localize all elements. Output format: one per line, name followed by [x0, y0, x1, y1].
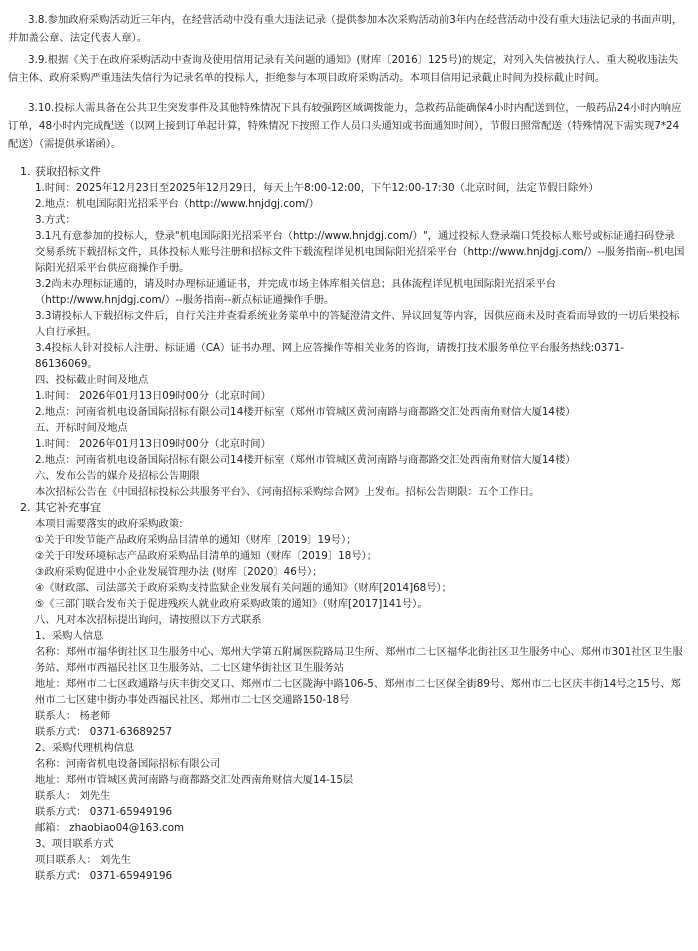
buyer-address: 地址：郑州市二七区政通路与庆丰街交叉口、郑州市二七区陇海中路106-5、郑州市二七区保全街89号、郑州市二七区庆丰街14号之15号、郑州市二七区建中街办事处西福民社区、郑州市二七区交通路150-18号	[35, 678, 681, 706]
obtain-method: 3.方式：	[35, 214, 76, 226]
method-3-2: 3.2尚未办理标证通的，请及时办理标证通证书，并完成市场主体库相关信息；具体流程详见机电国际阳光招采平台（http://www.hnjdgj.com/）--服务指南--新点标证通操作手册。	[35, 278, 556, 306]
policy-item: ⑤《三部门联合发布关于促进残疾人就业政府采购政策的通知》（财库[2017]141号）。	[35, 598, 428, 610]
opening-time: 1.时间： 2026年01月13日09时00分（北京时间）	[35, 438, 271, 450]
deadline-time: 1.时间： 2026年01月13日09时00分（北京时间）	[35, 390, 271, 402]
agent-info-title: 2、采购代理机构信息	[35, 742, 135, 754]
method-3-1: 3.1凡有意参加的投标人，登录"机电国际阳光招采平台（http://www.hnjdgj.com/）"，通过投标人登录端口凭投标人账号或标证通扫码登录交易系统下载招标文件，具体投标人账号注册和招标文件下载流程详见机电国际阳光招采平台（http://www.hnjdgj.com/）--服务指南--机电国际阳光招采平台供应商操作手册。	[35, 230, 685, 274]
section-2-title: 其它补充事宜	[35, 501, 101, 514]
method-3-4: 3.4投标人针对投标人注册、标证通（CA）证书办理、网上应答操作等相关业务的咨询，请拨打技术服务单位平台服务热线:0371-86136069。	[35, 342, 625, 370]
method-3-3: 3.3请投标人下载招标文件后，自行关注并查看系统业务菜单中的答疑澄清文件、异议回复等内容，因供应商未及时查看而导致的一切后果投标人自行承担。	[35, 310, 680, 338]
policy-item: ③政府采购促进中小企业发展管理办法 (财库〔2020〕46号）；	[35, 566, 323, 578]
deadline-place: 2.地点：河南省机电设备国际招标有限公司14楼开标室（郑州市管城区黄河南路与商都路交汇处西南角财信大厦14楼）	[35, 406, 576, 418]
opening-title: 五、开标时间及地点	[35, 422, 128, 434]
project-contact-phone: 联系方式： 0371-65949196	[35, 870, 173, 882]
opening-place: 2.地点：河南省机电设备国际招标有限公司14楼开标室（郑州市管城区黄河南路与商都路交汇处西南角财信大厦14楼）	[35, 454, 576, 466]
contact-section-title: 八、凡对本次招标提出询问，请按照以下方式联系	[35, 614, 262, 626]
policy-intro: 本项目需要落实的政府采购政策:	[35, 518, 183, 530]
section-1-title: 获取招标文件	[35, 165, 101, 178]
paragraph-3-9: 3.9.根据《关于在政府采购活动中查询及使用信用记录有关问题的通知》(财库〔2016〕125号)的规定，对列入失信被执行人、重大税收违法失信主体、政府采购严重违法失信行为记录名单的投标人，拒绝参与本项目政府采购活动。本项目信用记录截止时间为投标截止时间。	[8, 54, 679, 84]
publication-title: 六、发布公告的媒介及招标公告期限	[35, 470, 200, 482]
section-1-number: 1.	[20, 165, 31, 178]
section-2-number: 2.	[20, 501, 31, 514]
buyer-contact: 联系人： 杨老师	[35, 710, 111, 722]
buyer-name: 名称：郑州市福华街社区卫生服务中心、郑州大学第五附属医院路局卫生所、郑州市二七区福华北街社区卫生服务中心、郑州市301社区卫生服务站、郑州市西福民社区卫生服务站、二七区建华街社区卫生服务站	[35, 646, 683, 674]
project-contact-title: 3、项目联系方式	[35, 838, 114, 850]
paragraph-3-8: 3.8.参加政府采购活动近三年内，在经营活动中没有重大违法记录（提供参加本次采购活动前3年内在经营活动中没有重大违法记录的书面声明，并加盖公章、法定代表人章）。	[8, 14, 683, 44]
deadline-title: 四、投标截止时间及地点	[35, 374, 149, 386]
publication-text: 本次招标公告在《中国招标投标公共服务平台》、《河南招标采购综合网》上发布。招标公告期限：五个工作日。	[35, 486, 540, 498]
agent-contact: 联系人： 刘先生	[35, 790, 111, 802]
project-contact-person: 项目联系人： 刘先生	[35, 854, 131, 866]
obtain-place: 2.地点：机电国际阳光招采平台（http://www.hnjdgj.com/）	[35, 198, 319, 210]
policy-item: ②关于印发环境标志产品政府采购品目清单的通知（财库〔2019〕18号）；	[35, 550, 377, 562]
paragraph-3-10: 3.10.投标人需具备在公共卫生突发事件及其他特殊情况下具有较强跨区域调拨能力，急救药品能确保4小时内配送到位，一般药品24小时内响应订单，48小时内完成配送（以网上接到订单起计算，特殊情况下按照工作人员口头通知或书面通知时间），节假日照常配送（特殊情况下需实现7*24配送）（需提供承诺函）。	[8, 102, 682, 150]
agent-name: 名称：河南省机电设备国际招标有限公司	[35, 758, 221, 770]
agent-email: 邮箱： zhaobiao04@163.com	[35, 822, 185, 834]
policy-item: ①关于印发节能产品政府采购品目清单的通知（财库〔2019〕19号）；	[35, 534, 357, 546]
buyer-phone: 联系方式： 0371-63689257	[35, 726, 173, 738]
policy-item: ④《财政部、司法部关于政府采购支持监狱企业发展有关问题的通知》（财库[2014]68号）；	[35, 582, 452, 594]
agent-address: 地址：郑州市管城区黄河南路与商都路交汇处西南角财信大厦14-15层	[35, 774, 354, 786]
buyer-info-title: 1、采购人信息	[35, 630, 104, 642]
agent-phone: 联系方式： 0371-65949196	[35, 806, 173, 818]
obtain-time: 1.时间：2025年12月23日至2025年12月29日，每天上午8:00-12:00，下午12:00-17:30（北京时间，法定节假日除外）	[35, 182, 599, 194]
